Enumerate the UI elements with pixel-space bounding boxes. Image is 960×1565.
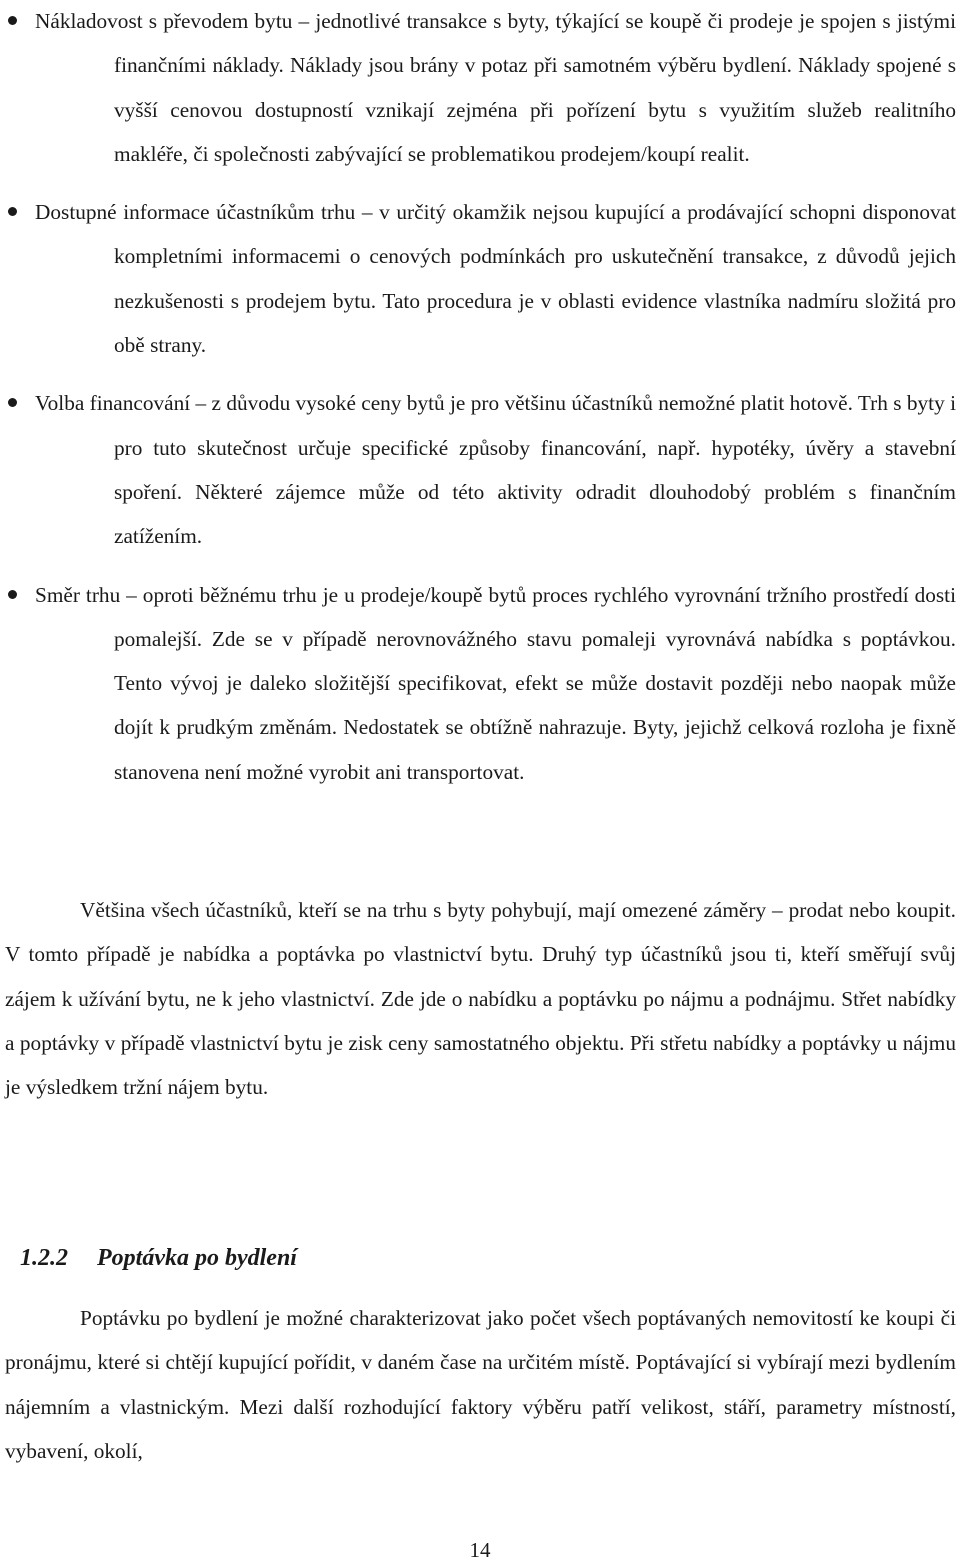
bullet-text: Dostupné informace účastníkům trhu – v určitý okamžik nejsou kupující a prodávající schopni disponovat kompletními informacemi o cenových podmínkách pro uskutečnění transakce, z důvodů jejich nezkušenosti s prodejem bytu. Tato procedura je v oblasti evidence vlastníka nadmíru složitá pro obě strany.: [35, 200, 956, 358]
paragraph-market-participants: Většina všech účastníků, kteří se na trhu s byty pohybují, mají omezené záměry – prodat nebo koupit. V tomto případě je nabídka a poptávka po vlastnictví bytu. Druhý typ účastníků jsou ti, kteří směřují svůj zájem k užívání bytu, ne k jeho vlastnictví. Zde jde o nabídku a poptávku po nájmu a podnájmu. Střet nabídky a poptávky v případě vlastnictví bytu je zisk ceny samostatného objektu. Při střetu nabídky a poptávky u nájmu je výsledkem tržní nájem bytu.: [5, 898, 956, 1100]
bullet-text: Nákladovost s převodem bytu – jednotlivé transakce s byty, týkající se koupě či prodeje je spojen s jistými finančními náklady. Náklady jsou brány v potaz při samotném výběru bydlení. Náklady spojené s vyšší cenovou dostupností vznikají zejména při pořízení bytu s využitím služeb realitního makléře, či společnosti zabývající se problematikou prodejem/koupí realit.: [35, 9, 956, 166]
page-number: 14: [469, 1538, 491, 1562]
bullet-text: Směr trhu – oproti běžnému trhu je u prodeje/koupě bytů proces rychlého vyrovnání tržního prostředí dosti pomalejší. Zde se v případě nerovnovážného stavu pomaleji vyrovnává nabídka s poptávkou. Tento vývoj je daleko složitější specifikovat, efekt se může dostavit později nebo naopak může dojít k prudkým změnám. Nedostatek se obtížně nahrazuje. Byty, jejichž celková rozloha je fixně stanovena není možné vyrobit ani transportovat.: [35, 582, 956, 784]
section-title: Poptávka po bydlení: [97, 1245, 297, 1271]
bullet-item-market-direction: [0, 573, 956, 794]
paragraph-housing-demand: Poptávku po bydlení je možné charakterizovat jako počet všech poptávaných nemovitostí ke koupi či pronájmu, které si chtějí kupující pořídit, v daném čase na určitém místě. Poptávající si vybírají mezi bydlením nájemním a vlastnickým. Mezi další rozhodující faktory výběru patří velikost, stáří, parametry místností, vybavení, okolí,: [5, 1306, 956, 1463]
bullet-text: Volba financování – z důvodu vysoké ceny bytů je pro většinu účastníků nemožné platit hotově. Trh s byty i pro tuto skutečnost určuje specifické způsoby financování, např. hypotéky, úvěry a stavební spoření. Některé zájemce může od této aktivity odradit dlouhodobý problém s finančním zatížením.: [35, 391, 956, 549]
bullet-item-available-information: [0, 190, 956, 367]
section-heading: [20, 1233, 297, 1283]
bullet-item-transaction-costs: [0, 0, 956, 176]
section-number: 1.2.2: [20, 1245, 68, 1271]
bullet-item-financing: [0, 381, 956, 558]
